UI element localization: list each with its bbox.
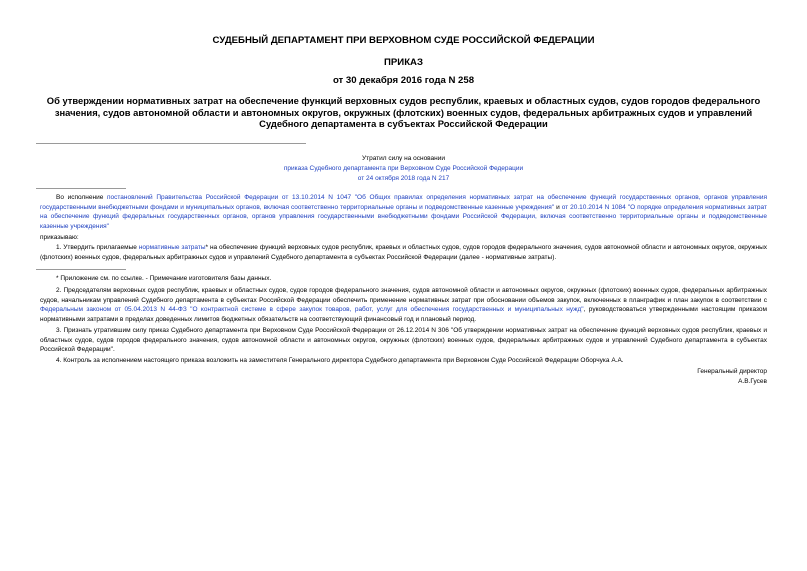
document-date-number: от 30 декабря 2016 года N 258 — [332, 75, 475, 86]
repeal-order-link[interactable]: приказа Судебного департамента при Верховном Суде Российской Федерации — [283, 165, 524, 172]
preamble-paragraph — [40, 193, 767, 231]
signatory-name: А.В.Гусев — [738, 378, 767, 385]
preamble-text: Во исполнение — [56, 194, 107, 201]
clause-3-text: 3. Признать утратившим силу приказ Судебного департамента при Верховном Суде Российской Федерации от 26.12.2014 N 306 "Об утверждении нормативных затрат на обеспечение функций верховных судов республик, краевых и областных судов, судов городов федерального значения, судов автономной области и автономных округов, окружных (флотских) военных судов, федеральных арбитражных судов и управлений Судебного департамента в субъектах Российской Федерации". — [40, 327, 767, 354]
document-type: ПРИКАЗ — [384, 57, 423, 68]
order-word: приказываю: — [40, 234, 79, 241]
status-note-link[interactable] — [200, 164, 607, 174]
status-note-line1: Утратил силу на основании — [361, 155, 446, 162]
separator-rule-short — [36, 188, 126, 189]
clause-1 — [40, 243, 767, 262]
clause-1-text-end: * на обеспечение функций верховных судов республик, краевых и областных судов, судов городов федерального значения, судов автономной области и автономных округов, окружных (флотских) военных судов, федеральных арбитражных судов и управлений Судебного департамента в субъектах Российской Федерации (далее - нормативные затраты). — [40, 244, 767, 261]
clause-2-text-end: , руководствоваться утвержденными настоящим приказом нормативными затратами в пределах доведенных лимитов бюджетных обязательств на соответствующий финансовый год и плановый период. — [40, 306, 767, 323]
federal-law-44-link[interactable]: Федеральным законом от 05.04.2013 N 44-ФЗ "О контрактной системе в сфере закупок товаров, работ, услуг для обеспечения государственных и муниципальных нужд" — [40, 306, 584, 314]
clause-3 — [40, 326, 767, 355]
footnote-rule — [36, 269, 126, 270]
government-decree-link[interactable]: постановлений Правительства Российской Федерации от 13.10.2014 N 1047 "Об Общих правилах определения нормативных затрат на обеспечение функций государственных органов, органов управления государственными внебюджетными фондами и муниципальных органов, включая соответственно территориальные органы и подведомственные казенные учреждения" — [40, 194, 767, 211]
signatory-position: Генеральный директор — [697, 368, 767, 375]
department-heading: СУДЕБНЫЙ ДЕПАРТАМЕНТ ПРИ ВЕРХОВНОМ СУДЕ РОССИЙСКОЙ ФЕДЕРАЦИИ — [212, 35, 595, 46]
clause-4-text: 4. Контроль за исполнением настоящего приказа возложить на заместителя Генерального директора Судебного департамента при Верховном Суде Российской Федерации Оборчука А.А. — [56, 357, 624, 364]
status-note-line3[interactable] — [200, 174, 607, 184]
document-title: Об утверждении нормативных затрат на обеспечение функций верховных судов республик, краевых и областных судов, судов городов федерального значения, судов автономной области и автономных округов, окружных (флотских) военных судов, федеральных арбитражных судов и управлений Судебного департамента в субъектах Российской Федерации — [46, 95, 761, 130]
footnote-text: * Приложение см. по ссылке. - Примечание изготовителя базы данных. — [56, 275, 272, 282]
repeal-order-date-link[interactable]: от 24 октября 2018 года N 217 — [357, 175, 450, 182]
clause-4 — [40, 356, 767, 366]
clause-2 — [40, 286, 767, 324]
preamble-conjunction: и — [554, 203, 562, 211]
clause-2-text: 2. Председателям верховных судов республик, краевых и областных судов, судов городов федерального значения, судов автономной области и автономных округов, окружных (флотских) военных судов, федеральных арбитражных судов, начальникам управлений Судебного департамента в субъектах Российской Федерации обеспечить применение нормативных затрат при обосновании объемов закупок, включенных в планграфик и план закупок в соответствии с — [40, 287, 767, 304]
clause-1-text: 1. Утвердить прилагаемые — [56, 244, 139, 251]
decree-1084-link[interactable]: от 20.10.2014 N 1084 "О порядке определения нормативных затрат на обеспечение функций федеральных государственных органов, органов управления государственными внебюджетными фондами Российской Федерации, включая соответственно территориальные органы и подведомственные казенные учреждения" — [40, 203, 767, 230]
footnote — [40, 274, 767, 284]
separator-rule — [36, 143, 306, 144]
normative-costs-link[interactable]: нормативные затраты — [138, 244, 206, 251]
